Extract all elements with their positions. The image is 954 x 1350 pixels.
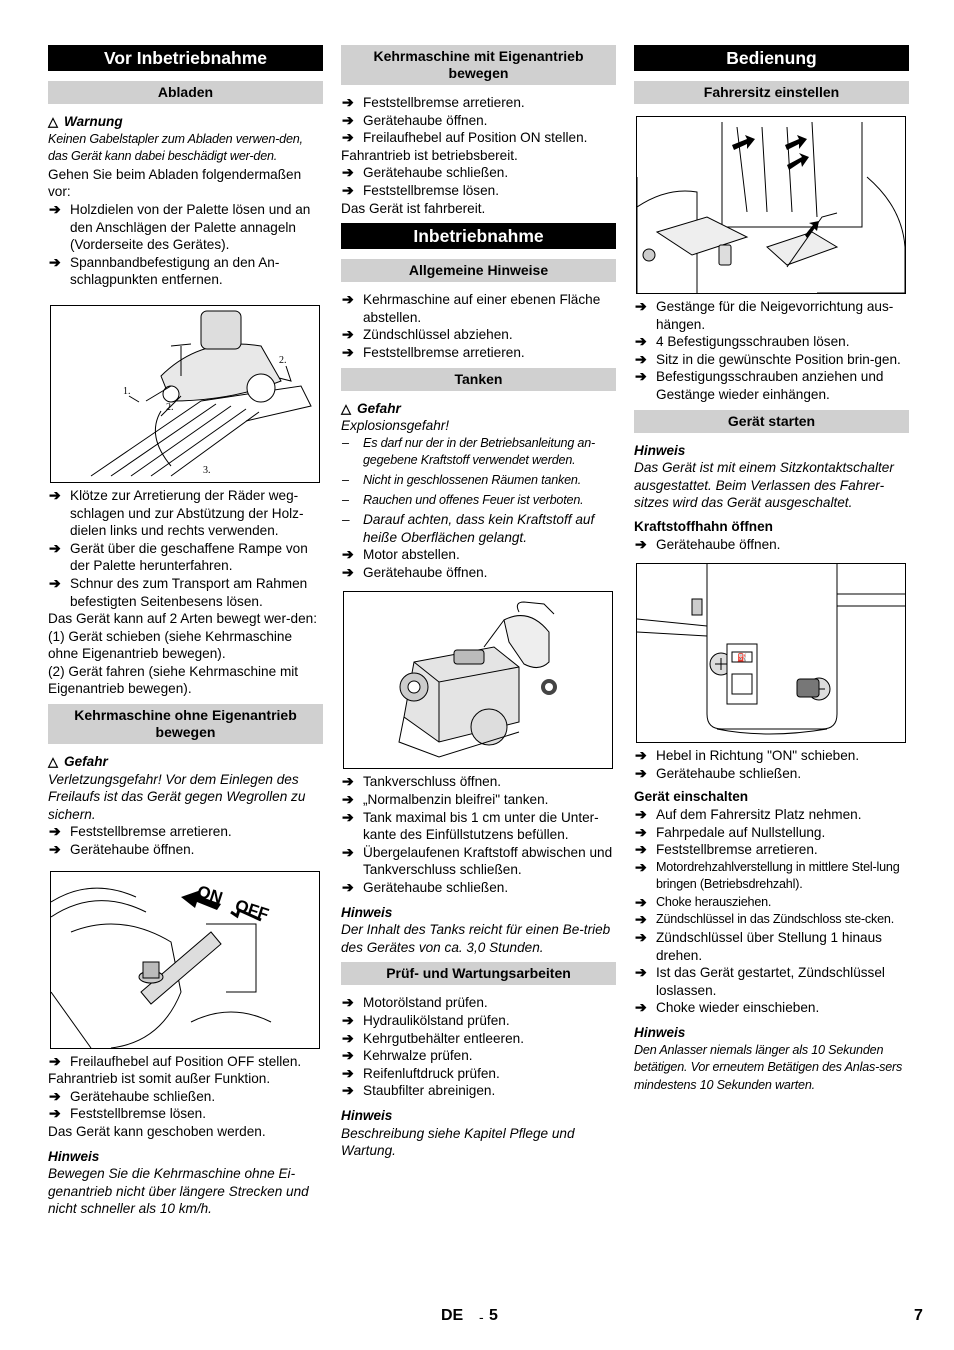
on-label: ON [194, 881, 225, 908]
list-item: ➔ Feststellbremse lösen. [342, 181, 499, 198]
list-item: ➔ Tank maximal bis 1 cm unter die Unter-kante des Einfüllstutzens befüllen. [342, 808, 599, 843]
warning-triangle-icon: △ [48, 114, 58, 129]
arrow-bullet-icon: ➔ [49, 200, 61, 217]
arrow-bullet-icon: ➔ [635, 805, 647, 822]
paragraph: Das Gerät kann geschoben werden. [48, 1124, 266, 1139]
arrow-bullet-icon: ➔ [342, 1064, 354, 1081]
column-middle [341, 45, 616, 1160]
note-label: Hinweis [48, 1148, 100, 1164]
arrow-bullet-icon: ➔ [342, 1082, 354, 1099]
arrow-bullet-icon: ➔ [49, 841, 61, 858]
arrow-bullet-icon: ➔ [635, 893, 647, 910]
arrow-bullet-icon: ➔ [49, 539, 61, 556]
list-item: ➔ Gerätehaube öffnen. [342, 563, 488, 580]
arrow-bullet-icon: ➔ [49, 823, 61, 840]
list-item: ➔ Gerätehaube schließen. [635, 764, 802, 781]
paragraph: Fahrantrieb ist somit außer Funktion. [48, 1071, 271, 1087]
figure-fuel-tap [636, 563, 906, 743]
list-item: ➔ Gerätehaube öffnen. [635, 535, 781, 552]
paragraph: Das Gerät kann auf 2 Arten bewegt wer-den: [48, 611, 318, 627]
list-item: ➔ Fahrpedale auf Nullstellung. [635, 823, 826, 840]
arrow-bullet-icon: ➔ [49, 574, 61, 591]
note-text: Der Inhalt des Tanks reicht für einen Be-trieb des Gerätes von ca. 3,0 Stunden. [341, 922, 611, 955]
list-item: ➔ Motordrehzahlverstellung in mittlere Stel-lung bringen (Betriebsdrehzahl). [635, 858, 900, 892]
svg-text:⛽: ⛽ [737, 653, 747, 663]
warning-label: △ Gefahr [48, 754, 108, 770]
list-item: ➔ Hebel in Richtung "ON" schieben. [635, 747, 860, 764]
arrow-bullet-icon: ➔ [342, 164, 354, 181]
list-item: ➔ Choke herausziehen. [635, 893, 772, 910]
warning-text: Keinen Gabelstapler zum Abladen verwen-den, das Gerät kann dabei beschädigt wer-den. [48, 131, 303, 164]
arrow-bullet-icon: ➔ [342, 546, 354, 563]
figure-label: 3. [203, 464, 211, 476]
arrow-bullet-icon: ➔ [342, 773, 354, 790]
subsection-heading: Kehrmaschine ohne Eigenantrieb bewegen [48, 704, 323, 744]
note-label: Hinweis [341, 1107, 393, 1123]
list-item: ➔ Übergelaufenen Kraftstoff abwischen und Tankverschluss schließen. [342, 843, 613, 878]
list-item: ➔ Feststellbremse lösen. [49, 1105, 206, 1122]
list-item: ➔ Zündschlüssel abziehen. [342, 326, 513, 343]
arrow-bullet-icon: ➔ [342, 111, 354, 128]
off-label: OFF [232, 895, 271, 924]
arrow-bullet-icon: ➔ [342, 843, 354, 860]
note-label: Hinweis [634, 1025, 686, 1041]
figure-freewheel-lever [50, 871, 320, 1049]
list-item: ➔ Zündschlüssel über Stellung 1 hinaus drehen. [635, 929, 882, 963]
list-item: ➔ Feststellbremse arretieren. [49, 823, 232, 840]
list-item: ➔ Sitz in die gewünschte Position brin-gen. [635, 350, 901, 367]
arrow-bullet-icon: ➔ [635, 823, 647, 840]
arrow-bullet-icon: ➔ [635, 535, 647, 552]
list-item: ➔ Gerätehaube öffnen. [342, 111, 488, 128]
warning-text: Explosionsgefahr! [341, 418, 450, 434]
list-item: ➔ Klötze zur Arretierung der Räder weg-schlagen und zur Abstützung der Holz-dielen links und rechts verwenden. [49, 486, 304, 539]
section-title: Inbetriebnahme [341, 223, 616, 249]
arrow-bullet-icon: ➔ [635, 333, 647, 350]
list-item: – Es darf nur der in der Betriebsanleitung an-gegebene Kraftstoff verwendet werden. [342, 435, 596, 468]
arrow-bullet-icon: ➔ [49, 253, 61, 270]
paragraph: Das Gerät ist fahrbereit. [341, 200, 486, 216]
arrow-bullet-icon: ➔ [342, 1029, 354, 1046]
list-item: ➔ Gestänge für die Neigevorrichtung aus-hängen. [635, 298, 894, 332]
list-item: ➔ Kehrwalze prüfen. [342, 1047, 473, 1064]
section-title: Vor Inbetriebnahme [48, 45, 323, 71]
arrow-bullet-icon: ➔ [635, 841, 647, 858]
subsection-heading: Gerät starten [634, 410, 909, 433]
arrow-bullet-icon: ➔ [342, 994, 354, 1011]
figure-label: 2. [279, 354, 287, 366]
page-number: 7 [914, 1307, 923, 1324]
section-title: Bedienung [634, 45, 909, 71]
subsection-heading: Fahrersitz einstellen [634, 81, 909, 104]
list-item: ➔ Tankverschluss öffnen. [342, 773, 502, 790]
list-item: ➔ Gerätehaube schließen. [342, 879, 509, 896]
warning-triangle-icon: △ [48, 754, 58, 770]
figure-refueling [343, 591, 613, 769]
arrow-bullet-icon: ➔ [342, 563, 354, 580]
note-label: Hinweis [341, 904, 393, 920]
list-item: ➔ Kehrmaschine auf einer ebenen Fläche abstellen. [342, 291, 601, 325]
arrow-bullet-icon: ➔ [342, 879, 354, 896]
paragraph: Fahrantrieb ist betriebsbereit. [341, 147, 518, 163]
list-item: – Darauf achten, dass kein Kraftstoff auf heiße Oberflächen gelangt. [342, 512, 595, 545]
note-text: Beschreibung siehe Kapitel Pflege und Wartung. [341, 1125, 575, 1159]
warning-text: Verletzungsgefahr! Vor dem Einlegen des Freilaufs ist das Gerät gegen Wegrollen zu sichern. [48, 771, 306, 822]
subheading: Kraftstoffhahn öffnen [634, 518, 773, 534]
note-label: Hinweis [634, 442, 686, 458]
arrow-bullet-icon: ➔ [342, 1047, 354, 1064]
list-item: ➔ Holzdielen von der Palette lösen und an den Anschlägen der Palette annageln (Vorderseite des Gerätes). [49, 200, 311, 253]
arrow-bullet-icon: ➔ [342, 129, 354, 146]
arrow-bullet-icon: ➔ [635, 911, 647, 928]
paragraph: (1) Gerät schieben (siehe Kehrmaschine ohne Eigenantrieb bewegen). [48, 628, 293, 662]
footer-dash: - [479, 1309, 484, 1325]
list-item: – Rauchen und offenes Feuer ist verboten. [342, 492, 584, 507]
arrow-bullet-icon: ➔ [635, 350, 647, 367]
list-item: ➔ Freilaufhebel auf Position ON stellen. [342, 129, 588, 146]
arrow-bullet-icon: ➔ [635, 764, 647, 781]
warning-label: △ Warnung [48, 114, 123, 129]
list-item: ➔ Kehrgutbehälter entleeren. [342, 1029, 524, 1046]
paragraph: Gehen Sie beim Abladen folgendermaßen vor: [48, 166, 302, 200]
list-item: ➔ Gerät über die geschaffene Rampe von der Palette herunterfahren. [49, 539, 308, 574]
list-item: ➔ Hydraulikölstand prüfen. [342, 1012, 510, 1028]
arrow-bullet-icon: ➔ [635, 298, 647, 314]
warning-triangle-icon: △ [341, 400, 351, 416]
arrow-bullet-icon: ➔ [635, 999, 647, 1016]
figure-seat-adjustment [636, 116, 906, 294]
warning-label: △ Gefahr [341, 400, 401, 416]
arrow-bullet-icon: ➔ [635, 747, 647, 764]
arrow-bullet-icon: ➔ [342, 791, 354, 808]
arrow-bullet-icon: ➔ [49, 1052, 61, 1069]
arrow-bullet-icon: ➔ [635, 368, 647, 385]
subsection-heading: Abladen [48, 81, 323, 104]
list-item: – Nicht in geschlossenen Räumen tanken. [342, 472, 582, 487]
arrow-bullet-icon: ➔ [342, 94, 354, 110]
list-item: ➔ Feststellbremse arretieren. [342, 343, 525, 360]
subsection-heading: Tanken [341, 368, 616, 391]
arrow-bullet-icon: ➔ [342, 291, 354, 308]
subheading: Gerät einschalten [634, 789, 749, 805]
list-item: ➔ Zündschlüssel in das Zündschloss ste-cken. [635, 911, 894, 928]
list-item: ➔ Motorölstand prüfen. [342, 994, 488, 1011]
footer-section-page: 5 [489, 1307, 498, 1324]
list-item: ➔ Staubfilter abreinigen. [342, 1082, 496, 1099]
list-item: ➔ „Normalbenzin bleifrei" tanken. [342, 791, 549, 808]
figure-label: 2. [166, 401, 174, 413]
paragraph: (2) Gerät fahren (siehe Kehrmaschine mit Eigenantrieb bewegen). [48, 663, 299, 697]
list-item: ➔ Feststellbremse arretieren. [635, 841, 818, 858]
column-right [634, 45, 909, 1094]
list-item: ➔ Gerätehaube schließen. [342, 164, 509, 181]
note-text: Bewegen Sie die Kehrmaschine ohne Ei-genantrieb nicht über längere Strecken und nicht schneller als 10 km/h. [48, 1166, 309, 1217]
figure-unloading-ramp [50, 305, 320, 483]
list-item: ➔ Ist das Gerät gestartet, Zündschlüssel loslassen. [635, 964, 885, 998]
list-item: ➔ Motor abstellen. [342, 546, 460, 563]
note-text: Den Anlasser niemals länger als 10 Sekunden betätigen. Vor erneutem Betätigen des Anlas-sers mindestens 10 Sekunden warten. [634, 1042, 903, 1092]
column-left [48, 45, 323, 1218]
arrow-bullet-icon: ➔ [342, 1012, 354, 1028]
footer-language: DE [441, 1307, 464, 1324]
arrow-bullet-icon: ➔ [635, 929, 647, 946]
list-item: ➔ Freilaufhebel auf Position OFF stellen. [49, 1052, 302, 1069]
list-item: ➔ Gerätehaube öffnen. [49, 841, 195, 858]
figure-label: 1. [123, 385, 131, 397]
subsection-heading: Prüf- und Wartungsarbeiten [341, 962, 616, 985]
arrow-bullet-icon: ➔ [342, 343, 354, 360]
list-item: ➔ Reifenluftdruck prüfen. [342, 1064, 500, 1081]
arrow-bullet-icon: ➔ [635, 964, 647, 981]
arrow-bullet-icon: ➔ [49, 1105, 61, 1122]
list-item: ➔ Spannbandbefestigung an den An-schlagpunkten entfernen. [49, 253, 280, 288]
list-item: ➔ Feststellbremse arretieren. [342, 94, 525, 110]
note-text: Das Gerät ist mit einem Sitzkontaktschalter ausgestattet. Beim Verlassen des Fahrer-sitzes wird das Gerät ausgeschaltet. [634, 460, 894, 511]
arrow-bullet-icon: ➔ [49, 486, 61, 503]
subsection-heading: Kehrmaschine mit Eigenantrieb bewegen [341, 45, 616, 85]
list-item: ➔ Auf dem Fahrersitz Platz nehmen. [635, 805, 862, 822]
list-item: ➔ Befestigungsschrauben anziehen und Gestänge wieder einhängen. [635, 368, 884, 402]
list-item: ➔ 4 Befestigungsschrauben lösen. [635, 333, 850, 350]
list-item: ➔ Gerätehaube schließen. [49, 1087, 216, 1104]
subsection-heading: Allgemeine Hinweise [341, 259, 616, 282]
arrow-bullet-icon: ➔ [342, 326, 354, 343]
arrow-bullet-icon: ➔ [342, 181, 354, 198]
arrow-bullet-icon: ➔ [49, 1087, 61, 1104]
arrow-bullet-icon: ➔ [342, 808, 354, 825]
list-item: ➔ Choke wieder einschieben. [635, 999, 820, 1016]
list-item: ➔ Schnur des zum Transport am Rahmen befestigten Seitenbesens lösen. [49, 574, 308, 609]
arrow-bullet-icon: ➔ [635, 858, 647, 875]
